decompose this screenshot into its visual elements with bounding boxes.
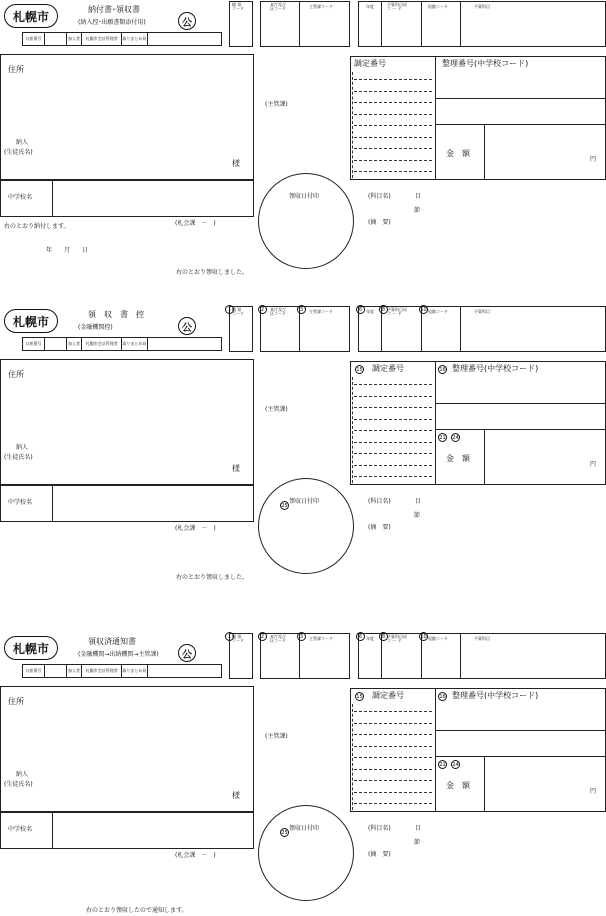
account-cell: 加入者 [67,338,83,350]
form-subtitle: (納入控･出願書類添付用) [78,19,146,26]
nonyu-label: 納人 [16,139,29,146]
field-number: 2 [258,305,267,314]
chotei-digit-row[interactable] [354,418,432,420]
divider [435,56,436,180]
field-number: 1 [225,305,234,314]
school-label: 中学校名 [8,194,33,201]
tanki-code-label: 短縮コード [428,636,448,641]
kamokumei-label: (科目名) [368,193,391,200]
field-number: 1 [225,632,234,641]
address-input[interactable] [8,385,246,397]
chotei-digit-row[interactable] [354,475,432,477]
address-label: 住所 [8,697,24,706]
sapporo-logo: 札幌市 [4,309,58,333]
seito-label: (生徒氏名) [4,149,33,156]
divider [484,429,485,485]
address-input[interactable] [8,80,246,92]
field-number: 6 [356,305,365,314]
divider [52,180,53,217]
honcho-code-label: 本庁及び 区コード [270,2,286,11]
dashed-guide [352,704,353,810]
chotei-digit-row[interactable] [354,170,432,172]
divider [435,730,606,731]
stamp-circle [258,478,354,574]
field-number: 3 [297,632,306,641]
dashed-guide [352,72,353,178]
chotei-digit-row[interactable] [354,791,432,793]
chotei-digit-row[interactable] [354,78,432,80]
nendo-label: 年度 [366,309,374,314]
chohyo-code-label: 帳 票 コード [232,307,244,316]
tekiyo-label: (摘 要) [368,219,391,226]
shukanka-label: (主管課) [265,733,288,740]
account-cell: 札幌市会計管理者 [82,665,122,677]
account-cell: 取りまとめ局 [122,338,148,350]
field-number: 16 [439,366,446,373]
field-number: 24 [452,761,459,768]
kingaku-label: 金 額 [446,454,470,463]
moku-label: 目 [415,825,422,832]
sapporo-logo: 札幌市 [4,4,58,28]
account-cell: 取りまとめ局 [122,665,148,677]
divider [460,633,461,679]
chotei-digit-row[interactable] [354,452,432,454]
field-number: 15 [356,693,363,700]
kingaku-label: 金 額 [446,781,470,790]
chotei-digit-row[interactable] [354,802,432,804]
seito-label: (生徒氏名) [4,454,33,461]
account-cell [148,338,221,350]
yosan-kamoku-label: 予算科目 [474,636,490,641]
yosan-kamoku-label: 予算科目 [474,309,490,314]
chotei-digit-row[interactable] [354,441,432,443]
chotei-digit-row[interactable] [354,745,432,747]
yosan-code-label: 予算科目局 コ ー ド [387,2,407,11]
yosan-code-label: 予算科目局 コ ー ド [387,634,407,643]
seiri-label: 整理番号(中学校コード) [442,59,529,68]
divider [381,1,382,47]
kingaku-label: 金 額 [446,149,470,158]
ko-stamp: 公 [178,12,196,30]
chotei-digit-row[interactable] [354,406,432,408]
chotei-digit-row[interactable] [354,136,432,138]
pay-note: 右のとおり納付します。 [4,223,70,230]
address-label: 住所 [8,370,24,379]
chotei-digit-row[interactable] [354,779,432,781]
chotei-digit-row[interactable] [354,101,432,103]
receipt-note: 右のとおり領収したので通知します。 [86,907,188,914]
sakkai-label: (札会課 － ) [175,525,216,532]
sama-label: 様 [232,791,240,800]
chotei-label: 調定番号 [372,364,404,373]
divider [435,688,436,812]
form-title: 領収済通知書 [88,637,136,646]
setsu-label: 節 [414,207,421,214]
account-cell-row [22,337,222,351]
tanki-code-label: 短縮コード [428,309,448,314]
chotei-digit-row[interactable] [354,733,432,735]
chotei-digit-row[interactable] [354,710,432,712]
name-input[interactable] [50,445,220,467]
amount-input[interactable] [490,435,584,475]
nonyu-label: 納人 [16,444,29,451]
shukan-code-label: 主管課コード [309,636,333,641]
field-number: 24 [452,434,459,441]
field-number: 8 [379,305,388,314]
divider [52,812,53,849]
chotei-digit-row[interactable] [354,124,432,126]
amount-input[interactable] [490,762,584,802]
stamp-label: 領収日付印 [289,825,320,832]
receipt-note: 右のとおり領収しました。 [176,574,249,581]
moku-label: 目 [415,193,422,200]
school-input[interactable] [56,816,250,844]
school-input[interactable] [56,489,250,517]
yen-label: 円 [590,461,597,468]
account-cell: 取りまとめ局 [122,33,148,45]
setsu-label: 節 [414,512,421,519]
form-subtitle: (金融機関控) [78,324,113,331]
honcho-code-label: 本庁及び 区コード [270,307,286,316]
chotei-digit-row[interactable] [354,159,432,161]
divider [435,361,436,485]
field-number: 21 [439,434,446,441]
account-cell: 加入者 [67,665,83,677]
divider [421,1,422,47]
form-title: 納付書･領収書 [88,5,140,14]
yen-label: 円 [590,788,597,795]
seito-label: (生徒氏名) [4,781,33,788]
shukan-code-label: 主管課コード [309,309,333,314]
sakkai-label: (札会課 － ) [175,852,216,859]
chotei-label: 調定番号 [372,691,404,700]
yosan-kamoku-label: 予算科目 [474,4,490,9]
chotei-digit-row[interactable] [354,147,432,149]
field-number: 15 [356,366,363,373]
divider [52,485,53,522]
field-number: 21 [439,761,446,768]
school-label: 中学校名 [8,826,33,833]
stamp-label: 領収日付印 [289,193,320,200]
field-number: 25 [281,502,288,509]
divider [460,306,461,352]
account-cell: 口座番号 [23,338,45,350]
chotei-digit-row[interactable] [354,464,432,466]
tanki-code-label: 短縮コード [428,4,448,9]
amount-input[interactable] [490,130,584,170]
chotei-digit-row[interactable] [354,429,432,431]
field-number: 16 [439,693,446,700]
account-cell-row [22,664,222,678]
field-number: 8 [379,632,388,641]
address-input[interactable] [8,712,246,724]
setsu-label: 節 [414,839,421,846]
yosan-code-label: 予算科目局 コ ー ド [387,307,407,316]
ko-stamp: 公 [178,317,196,335]
field-number: 6 [356,632,365,641]
field-number: 25 [281,829,288,836]
account-cell: 札幌市会計管理者 [82,338,122,350]
divider [435,124,606,125]
honcho-code-label: 本庁及び 区コード [270,634,286,643]
receipt-note: 右のとおり領収しました。 [176,269,249,276]
form-title: 領 収 書 控 [88,310,144,319]
tekiyo-label: (摘 要) [368,851,391,858]
divider [484,124,485,180]
name-input[interactable] [50,140,220,162]
chohyo-code-label: 帳 票 コード [232,634,244,643]
divider [299,1,300,47]
chotei-digit-row[interactable] [354,383,432,385]
chotei-digit-row[interactable] [354,395,432,397]
kamokumei-label: (科目名) [368,498,391,505]
sama-label: 様 [232,159,240,168]
account-cell [148,33,221,45]
chotei-digit-row[interactable] [354,768,432,770]
chotei-digit-row[interactable] [354,722,432,724]
seiri-label: 整理番号(中学校コード) [452,691,539,700]
chotei-digit-row[interactable] [354,113,432,115]
tekiyo-label: (摘 要) [368,524,391,531]
account-cell [45,33,67,45]
nonyu-label: 納人 [16,771,29,778]
field-number: 3 [297,305,306,314]
account-cell [45,665,67,677]
form-subtitle: (金融機関→出納機関→主管課) [78,651,159,658]
shukanka-label: (主管課) [265,406,288,413]
divider [435,429,606,430]
account-cell: 口座番号 [23,33,45,45]
name-input[interactable] [50,772,220,794]
ko-stamp: 公 [178,644,196,662]
seiri-label: 整理番号(中学校コード) [452,364,539,373]
shukan-code-label: 主管課コード [309,4,333,9]
moku-label: 目 [415,498,422,505]
divider [460,1,461,47]
kamokumei-label: (科目名) [368,825,391,832]
account-cell-row [22,32,222,46]
chotei-label: 調定番号 [354,59,386,68]
chotei-digit-row[interactable] [354,90,432,92]
field-number: 10 [420,633,427,640]
account-cell: 札幌市会計管理者 [82,33,122,45]
field-number: 10 [420,306,427,313]
field-number: 2 [258,632,267,641]
shukanka-label: (主管課) [265,101,288,108]
chotei-digit-row[interactable] [354,756,432,758]
stamp-label: 領収日付印 [289,498,320,505]
divider [435,403,606,404]
stamp-circle [258,805,354,901]
sapporo-logo: 札幌市 [4,636,58,660]
divider [435,98,606,99]
divider [435,756,606,757]
chohyo-code-label: 帳 票 コード [232,2,244,11]
stamp-circle [258,173,354,269]
school-label: 中学校名 [8,499,33,506]
account-cell: 口座番号 [23,665,45,677]
account-cell [148,665,221,677]
sakkai-label: (札会課 － ) [175,220,216,227]
address-label: 住所 [8,65,24,74]
date-line: 年 月 日 [46,247,89,254]
nendo-label: 年度 [366,4,374,9]
school-input[interactable] [56,184,250,212]
account-cell [45,338,67,350]
sama-label: 様 [232,464,240,473]
divider [484,756,485,812]
account-cell: 加入者 [67,33,83,45]
nendo-label: 年度 [366,636,374,641]
dashed-guide [352,377,353,483]
yen-label: 円 [590,156,597,163]
